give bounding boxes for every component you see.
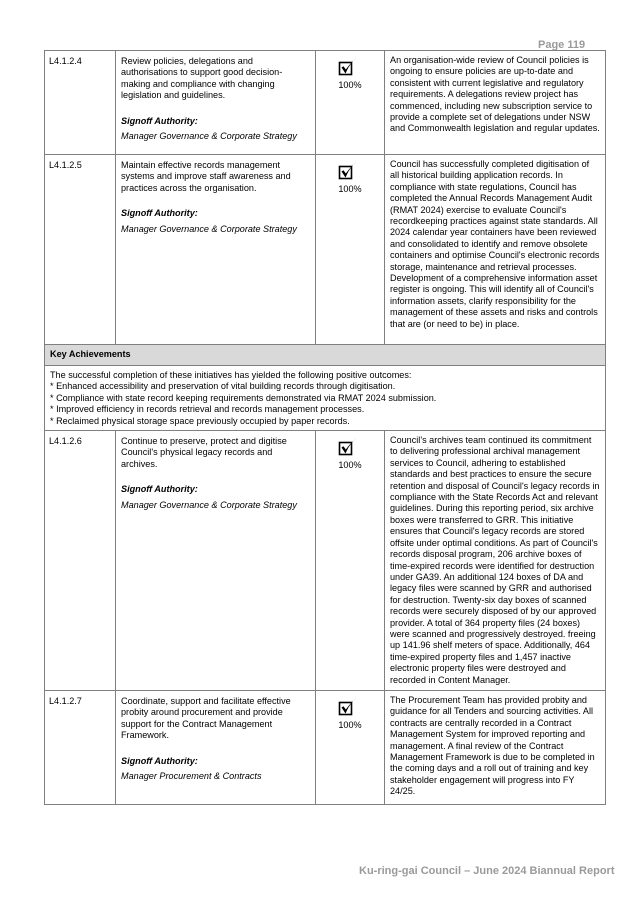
action-id: L4.1.2.6 (45, 431, 116, 691)
action-cell (116, 690, 316, 804)
key-achievements-intro: The successful completion of these initiatives has yielded the following positive outcomes: (50, 370, 412, 380)
list-item: * Enhanced accessibility and preservation of vital building records through digitisation. (50, 381, 396, 392)
action-cell (116, 431, 316, 691)
completion-percent: 100% (338, 80, 362, 90)
table-row (45, 431, 606, 691)
checkbox-tick-icon (338, 158, 362, 180)
report-footer: Ku-ring-gai Council – June 2024 Biannual Report (359, 865, 615, 877)
signoff-authority: Manager Governance & Corporate Strategy (121, 499, 297, 510)
table-row (45, 155, 606, 345)
list-item: * Compliance with state record keeping requirements demonstrated via RMAT 2024 submission. (50, 392, 437, 403)
key-achievements-header-row (45, 345, 606, 366)
key-achievements-heading: Key Achievements (45, 345, 606, 366)
status-cell (316, 51, 385, 155)
action-description: Maintain effective records management systems and improve staff awareness and practices across the organisation. (121, 160, 291, 193)
checkbox-tick-icon (338, 54, 362, 76)
action-id: L4.1.2.4 (45, 51, 116, 155)
progress-comment: Council has successfully completed digitisation of all historical building application records. In compliance with state regulations, Council has completed the Annual Records Management Audit (RMAT 2024) exercise to evaluate Council's recordkeeping practices against state standards. All 2024 calendar year containers have been reviewed and consolidated to identify and remove obsolete containers and optimise Council's electronic records storage, maintenance and retrieval processes. Development of a comprehensive information asset register is ongoing. This will identify all of Council's information assets, clarify responsibility for the management of these assets and risks and controls that are (or need to be) in place. (385, 155, 606, 345)
action-id: L4.1.2.5 (45, 155, 116, 345)
table-row (45, 51, 606, 155)
action-cell (116, 51, 316, 155)
progress-comment: An organisation-wide review of Council policies is ongoing to ensure policies are up-to-date and consistent with current legislative and regulatory requirements. A delegations review project has commenced, including new subscription service to provide a complete set of delegations under NSW and Commonwealth legislation and regular updates. (385, 51, 606, 155)
page-number: Page 119 (538, 39, 586, 51)
actions-table (44, 50, 606, 805)
signoff-authority: Manager Governance & Corporate Strategy (121, 131, 297, 142)
signoff-label: Signoff Authority: (121, 755, 198, 766)
action-description: Continue to preserve, protect and digitise Council's physical legacy records and archives. (121, 436, 287, 469)
action-id: L4.1.2.7 (45, 690, 116, 804)
signoff-authority: Manager Procurement & Contracts (121, 771, 262, 781)
action-description: Review policies, delegations and authorisations to support good decision-making and compliance with changing legislation and guidelines. (121, 56, 283, 101)
checkbox-tick-icon (338, 434, 362, 456)
completion-percent: 100% (338, 460, 362, 471)
progress-comment: Council's archives team continued its commitment to delivering professional archival management services to Council, adhering to established standards and best practices to ensure the secure retention and disposal of Council's legacy records in compliance with the State Records Act and relevant guidelines. During this reporting period, six archive boxes were transferred to GRR. This initiative ensures that Council's legacy records are stored offsite under optimal conditions. As part of Council's records disposal program, 206 archive boxes of time-expired records were identified for destruction under GA39. An additional 124 boxes of DA and legacy files were scanned by GRR and authorised for destruction. Twenty-six day boxes of scanned records were securely disposed of by our approved provider. A total of 364 property files (24 boxes) were scanned and progressively destroyed. freeing up 141.96 shelf meters of space. Additionally, 464 time-expired property files and 1,457 inactive electronic property files were destroyed and recorded in Content Manager. (385, 431, 606, 691)
progress-comment: The Procurement Team has provided probity and guidance for all Tenders and sourcing activities. All contracts are centrally recorded in a Contract Management System for improved reporting and management. A final review of the Contract Management Framework is due to be completed in the coming days and a roll out of training and key stakeholder engagement will progress into FY 24/25. (385, 690, 606, 804)
signoff-label: Signoff Authority: (121, 208, 198, 219)
action-cell (116, 155, 316, 345)
key-achievements-body (45, 366, 606, 431)
status-cell (316, 155, 385, 345)
checkbox-tick-icon (338, 694, 362, 716)
completion-percent: 100% (338, 719, 362, 730)
table-row (45, 690, 606, 804)
list-item: * Reclaimed physical storage space previously occupied by paper records. (50, 415, 350, 426)
action-description: Coordinate, support and facilitate effective probity around procurement and provide support for the Contract Management Framework. (121, 695, 291, 741)
status-cell (316, 690, 385, 804)
signoff-label: Signoff Authority: (121, 115, 198, 126)
signoff-authority: Manager Governance & Corporate Strategy (121, 223, 297, 234)
key-achievements-body-row (45, 366, 606, 431)
completion-percent: 100% (338, 184, 362, 194)
signoff-label: Signoff Authority: (121, 484, 198, 495)
status-cell (316, 431, 385, 691)
list-item: * Improved efficiency in records retrieval and records management processes. (50, 404, 365, 415)
